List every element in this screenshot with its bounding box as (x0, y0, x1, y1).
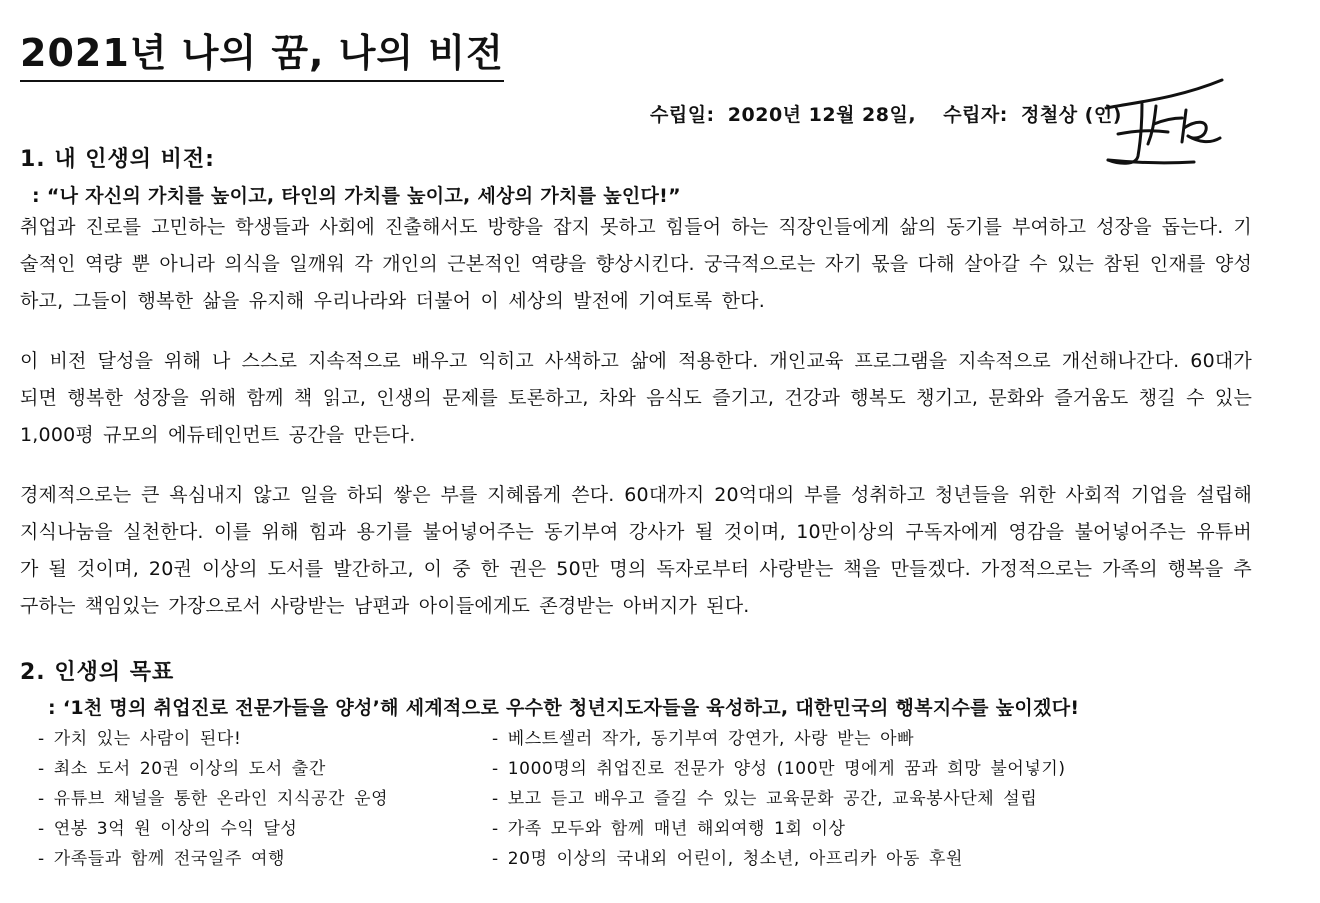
list-item: - 연봉 3억 원 이상의 수익 달성 (38, 819, 298, 839)
list-item: - 보고 듣고 배우고 즐길 수 있는 교육문화 공간, 교육봉사단체 설립 (492, 789, 1038, 809)
vision-statement: : “나 자신의 가치를 높이고, 타인의 가치를 높이고, 세상의 가치를 높인다!” (32, 185, 681, 207)
list-item: - 최소 도서 20권 이상의 도서 출간 (38, 759, 326, 779)
list-item: - 가족들과 함께 전국일주 여행 (38, 849, 286, 869)
established-date: 2020년 12월 28일, (727, 104, 917, 126)
vision-heading: 1. 내 인생의 비전: (20, 147, 215, 172)
list-item: - 20명 이상의 국내외 어린이, 청소년, 아프리카 아동 후원 (492, 849, 964, 869)
signature-image (1098, 72, 1226, 176)
goals-heading: 2. 인생의 목표 (20, 660, 175, 685)
vision-paragraph-2: 이 비전 달성을 위해 나 스스로 지속적으로 배우고 익히고 사색하고 삶에 적용한다. 개인교육 프로그램을 지속적으로 개선해나간다. 60대가 되면 행복한 성장을 위해 함께 책 읽고, 인생의 문제를 토론하고, 차와 음식도 즐기고, 건강과 행복도 챙기고, 문화와 즐거움도 챙길 수 있는 1,000평 규모의 에듀테인먼트 공간을 만든다. (20, 350, 1252, 446)
list-item: - 가족 모두와 함께 매년 해외여행 1회 이상 (492, 819, 846, 839)
list-item: - 베스트셀러 작가, 동기부여 강연가, 사랑 받는 아빠 (492, 729, 915, 749)
document-title: 2021년 나의 꿈, 나의 비전 (20, 30, 504, 82)
author-name: 정철상 (인) (1021, 104, 1122, 126)
established-label: 수립일: (650, 104, 715, 126)
goal-statement: : ‘1천 명의 취업진로 전문가들을 양성’해 세계적으로 우수한 청년지도자들을 육성하고, 대한민국의 행복지수를 높이겠다! (48, 697, 1080, 719)
document-meta (650, 100, 1128, 127)
vision-paragraph-3: 경제적으로는 큰 욕심내지 않고 일을 하되 쌓은 부를 지혜롭게 쓴다. 60대까지 20억대의 부를 성취하고 청년들을 위한 사회적 기업을 설립해 지식나눔을 실천한다. 이를 위해 힘과 용기를 불어넣어주는 동기부여 강사가 될 것이며, 10만이상의 구독자에게 영감을 불어넣어주는 유튜버가 될 것이며, 20권 이상의 도서를 발간하고, 이 중 한 권은 50만 명의 독자로부터 사랑받는 책을 만들겠다. 가정적으로는 가족의 행복을 추구하는 책임있는 가장으로서 사랑받는 남편과 아이들에게도 존경받는 아버지가 된다. (20, 484, 1252, 617)
goals-list-left (38, 724, 388, 874)
goals-list-right (492, 724, 1066, 874)
vision-paragraph-1: 취업과 진로를 고민하는 학생들과 사회에 진출해서도 방향을 잡지 못하고 힘들어 하는 직장인들에게 삶의 동기를 부여하고 성장을 돕는다. 기술적인 역량 뿐 아니라 의식을 일깨워 각 개인의 근본적인 역량을 향상시킨다. 궁극적으로는 자기 몫을 다해 살아갈 수 있는 참된 인재를 양성하고, 그들이 행복한 삶을 유지해 우리나라와 더불어 이 세상의 발전에 기여토록 한다. (20, 216, 1252, 312)
author-label: 수립자: (943, 104, 1008, 126)
list-item: - 1000명의 취업진로 전문가 양성 (100만 명에게 꿈과 희망 불어넣기) (492, 759, 1066, 779)
list-item: - 유튜브 채널을 통한 온라인 지식공간 운영 (38, 789, 389, 809)
list-item: - 가치 있는 사람이 된다! (38, 729, 242, 749)
